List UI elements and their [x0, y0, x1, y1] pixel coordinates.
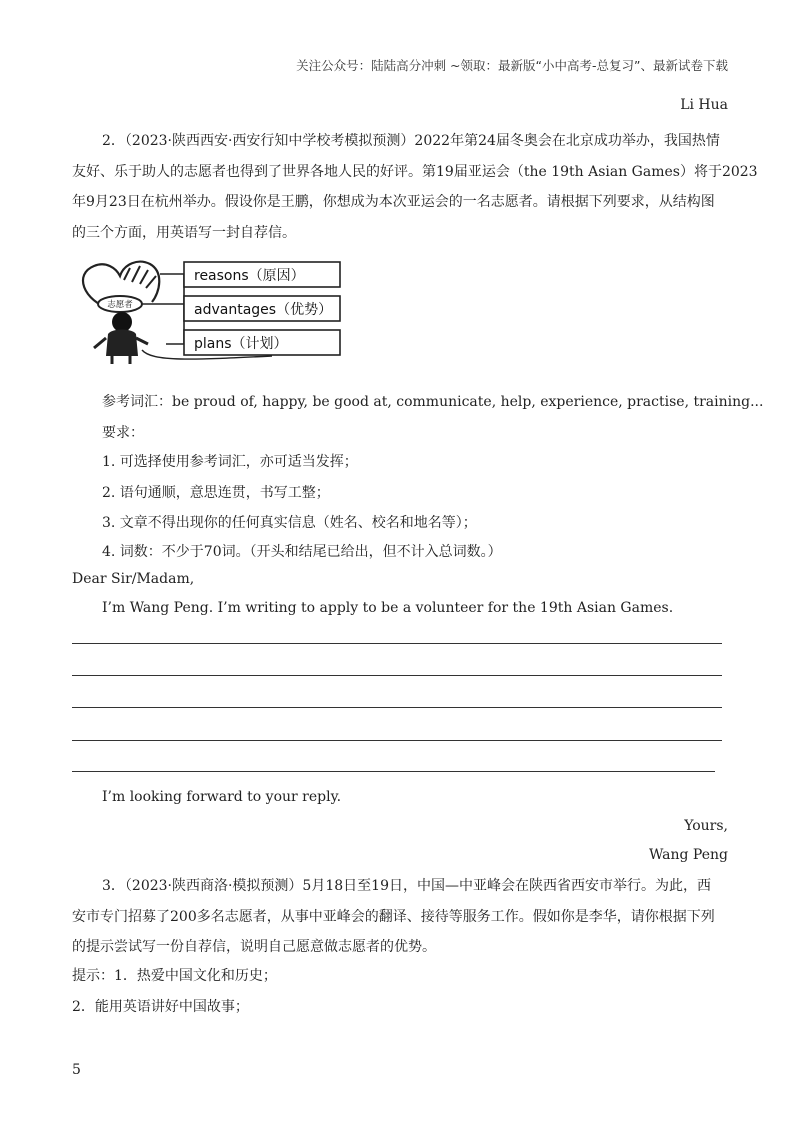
letter-yours: Yours, — [684, 818, 728, 834]
q2-line: 年9月23日在杭州举办。假设你是王鹏，你想成为本次亚运会的一名志愿者。请根据下列要求，从结构图 — [72, 194, 715, 210]
page-header: 关注公众号：陆陆高分冲刺 ~领取：最新版“小中高考-总复习”、最新试卷下载 — [296, 58, 728, 73]
structure-diagram — [72, 252, 372, 370]
q2-line: 的三个方面，用英语写一封自荐信。 — [72, 224, 296, 241]
requirement-item: 1. 可选择使用参考词汇，亦可适当发挥； — [102, 454, 358, 470]
q3-hint: 提示：1．热爱中国文化和历史； — [72, 968, 277, 984]
box-plans-label: plans（计划） — [194, 336, 288, 352]
q3-line: 的提示尝试写一份自荐信，说明自己愿意做志愿者的优势。 — [72, 939, 436, 955]
requirements-title: 要求： — [102, 425, 144, 441]
letter-opening: I’m Wang Peng. I’m writing to apply to be a volunteer for the 19th Asian Games. — [102, 600, 674, 616]
answer-line[interactable] — [72, 771, 715, 772]
badge-label: 志愿者 — [107, 300, 133, 310]
q2-prompt — [72, 126, 758, 248]
prev-signature: Li Hua — [680, 97, 728, 113]
q3-hint: 2．能用英语讲好中国故事； — [72, 999, 249, 1015]
box-advantages-label: advantages（优势） — [194, 302, 333, 318]
q3-prompt — [72, 871, 727, 963]
q2-line: 友好、乐于助人的志愿者也得到了世界各地人民的好评。第19届亚运会（the 19th Asian Games）将于2023 — [72, 163, 758, 180]
requirement-item: 4. 词数：不少于70词。（开头和结尾已给出，但不计入总词数。） — [102, 544, 502, 560]
answer-line[interactable] — [72, 643, 722, 644]
answer-line[interactable] — [72, 740, 722, 741]
answer-line[interactable] — [72, 675, 722, 676]
requirement-item: 3. 文章不得出现你的任何真实信息（姓名、校名和地名等）； — [102, 515, 477, 531]
volunteer-illustration — [72, 252, 372, 370]
letter-salutation: Dear Sir/Madam, — [72, 571, 195, 587]
q2-line: 2．（2023·陕西西安·西安行知中学校考模拟预测）2022年第24届冬奥会在北京成功举办，我国热情 — [102, 133, 720, 149]
letter-closing: I’m looking forward to your reply. — [102, 789, 342, 805]
q3-line: 3．（2023·陕西商洛·模拟预测）5月18日至19日，中国—中亚峰会在陕西省西安市举行。为此，西 — [102, 878, 711, 894]
answer-line[interactable] — [72, 707, 722, 708]
page-number: 5 — [72, 1062, 81, 1078]
vocab-hint: 参考词汇：be proud of, happy, be good at, communicate, help, experience, practise, training... — [102, 394, 764, 410]
box-reasons-label: reasons（原因） — [194, 268, 305, 284]
letter-signature: Wang Peng — [648, 847, 728, 863]
requirement-item: 2. 语句通顺，意思连贯，书写工整； — [102, 485, 330, 501]
q3-line: 安市专门招募了200多名志愿者，从事中亚峰会的翻译、接待等服务工作。假如你是李华，请你根据下列 — [72, 908, 715, 925]
